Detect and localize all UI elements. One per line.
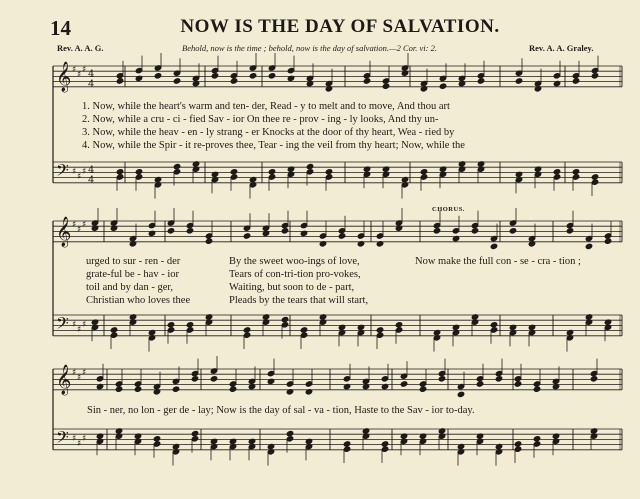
sharp-icon: ♯ xyxy=(72,65,77,75)
bass-clef-icon: 𝄢 xyxy=(56,427,69,451)
chorus-lyric-2: Sin - ner, no lon - ger de - lay; Now is the day of sal - va - tion, Haste to the Sav - ior to-day. xyxy=(87,405,475,416)
bass-clef-icon: 𝄢 xyxy=(56,313,69,337)
sharp-icon: ♯ xyxy=(72,167,77,177)
hymn-title: NOW IS THE DAY OF SALVATION. xyxy=(180,16,500,37)
sharp-icon: ♯ xyxy=(82,320,87,330)
verse-2-end: Tears of con-tri-tion pro-vokes, xyxy=(229,269,361,280)
verse-4-line: 4. Now, while the Spir - it re-proves thee, Tear - ing the veil from thy heart; Now, while the xyxy=(82,140,465,151)
verse-4-end: Pleads by the tears that will start, xyxy=(229,295,369,306)
sharp-icon: ♯ xyxy=(72,320,77,330)
verse-1-end: By the sweet woo-ings of love, xyxy=(229,256,360,267)
sharp-icon: ♯ xyxy=(82,434,87,444)
sharp-icon: ♯ xyxy=(72,434,77,444)
sharp-icon: ♯ xyxy=(77,325,82,335)
verse-2-line: 2. Now, while a cru - ci - fied Sav - ior On thee re - prov - ing - ly looks, And thy un- xyxy=(82,114,439,125)
verse-3-cont: toil and by dan - ger, xyxy=(86,282,174,293)
sharp-icon: ♯ xyxy=(82,368,87,378)
verse-3-line: 3. Now, while the heav - en - ly strang - er Knocks at the door of thy heart, Wea - ried by xyxy=(82,127,455,138)
sharp-icon: ♯ xyxy=(77,225,82,235)
verse-4-cont: Christian who loves thee xyxy=(86,295,191,306)
time-signature-top: 4 xyxy=(88,165,95,176)
verse-2-cont: grate-ful be - hav - ior xyxy=(86,269,179,280)
scripture-reference: Behold, now is the time ; behold, now is the day of salvation.—2 Cor. vi: 2. xyxy=(182,43,437,53)
sharp-icon: ♯ xyxy=(72,220,77,230)
sharp-icon: ♯ xyxy=(77,439,82,449)
verse-3-end: Waiting, but soon to de - part, xyxy=(229,282,355,293)
sharp-icon: ♯ xyxy=(82,167,87,177)
sharp-icon: ♯ xyxy=(77,172,82,182)
chorus-lyric-1: Now make the full con - se - cra - tion ; xyxy=(415,256,581,267)
sharp-icon: ♯ xyxy=(77,70,82,80)
treble-clef-icon: 𝄞 xyxy=(56,365,72,395)
verse-1-cont: urged to sur - ren - der xyxy=(86,256,181,267)
lyricist-credit: Rev. A. A. G. xyxy=(57,43,104,53)
time-signature-top: 4 xyxy=(88,69,95,80)
sharp-icon: ♯ xyxy=(82,220,87,230)
treble-clef-icon: 𝄞 xyxy=(56,217,72,247)
verse-1-line: 1. Now, while the heart's warm and ten- der, Read - y to melt and to move, And thou art xyxy=(82,101,450,112)
time-signature-bottom: 4 xyxy=(88,79,95,90)
sharp-icon: ♯ xyxy=(72,368,77,378)
composer-credit: Rev. A. A. Graley. xyxy=(529,43,594,53)
chorus-label: CHORUS. xyxy=(432,206,465,213)
sharp-icon: ♯ xyxy=(77,373,82,383)
time-signature-bottom: 4 xyxy=(88,175,95,186)
sharp-icon: ♯ xyxy=(82,65,87,75)
bass-clef-icon: 𝄢 xyxy=(56,160,69,184)
treble-clef-icon: 𝄞 xyxy=(56,62,72,92)
page-number: 14 xyxy=(50,16,71,40)
